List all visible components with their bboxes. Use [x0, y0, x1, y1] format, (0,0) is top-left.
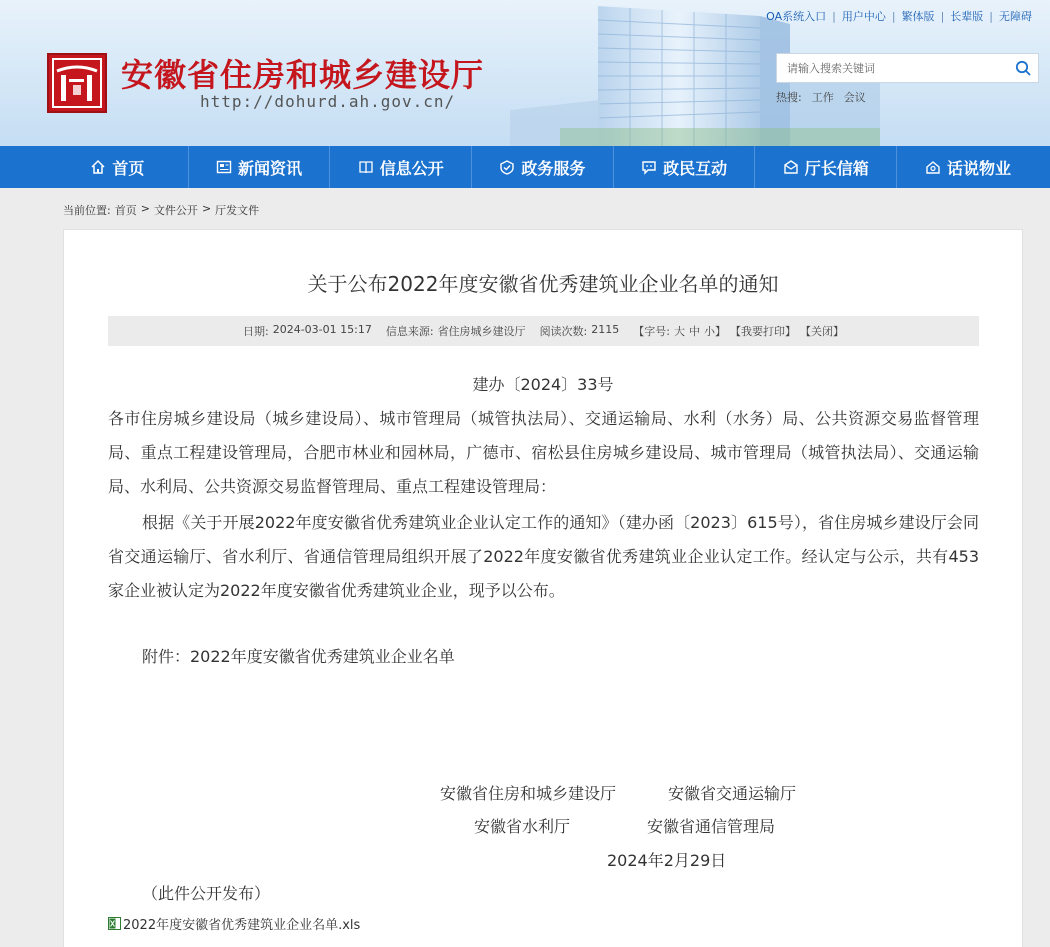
hot-search [776, 89, 866, 105]
print-button[interactable]: 【我要打印】 [730, 325, 796, 338]
breadcrumb-separator: > [201, 202, 212, 215]
breadcrumb [63, 202, 259, 218]
breadcrumb-item-home[interactable]: 首页 [114, 204, 137, 217]
meta-source [386, 323, 526, 339]
article-card [63, 229, 1023, 947]
breadcrumb-separator: > [140, 202, 150, 215]
accessibility-link[interactable]: 无障碍 [999, 10, 1032, 23]
search-icon [1015, 60, 1031, 76]
site-title[interactable]: 安徽省住房和城乡建设厅 [121, 56, 485, 94]
breadcrumb-item-dept-files[interactable]: 厅发文件 [215, 204, 260, 217]
meta-views-value: 2115 [591, 323, 620, 336]
search-input[interactable] [777, 54, 1008, 82]
font-size-large[interactable]: 大 [674, 325, 685, 338]
meta-source-label: 信息来源: [385, 325, 434, 338]
home-icon [90, 159, 106, 175]
elder-version-link[interactable]: 长辈版 [950, 10, 984, 23]
nav-property[interactable] [897, 146, 1039, 188]
meta-views-label: 阅读次数: [539, 325, 588, 338]
logo-emblem-icon [49, 55, 105, 111]
breadcrumb-item-files[interactable]: 文件公开 [153, 204, 198, 217]
nav-info-disclosure[interactable] [330, 146, 472, 188]
signer-telecom-bureau: 安徽省通信管理局 [647, 817, 776, 836]
divider: | [832, 9, 836, 23]
publish-note: （此件公开发布） [142, 884, 271, 903]
document-number: 建办〔2024〕33号 [472, 375, 614, 394]
font-size-medium[interactable]: 中 [689, 325, 700, 338]
signer-water-dept: 安徽省水利厅 [474, 817, 571, 836]
book-icon [358, 159, 374, 175]
nav-home[interactable] [47, 146, 189, 188]
meta-date [243, 323, 372, 339]
site-header [0, 0, 1050, 146]
divider: | [891, 9, 896, 23]
font-size-label: 【字号: [633, 325, 670, 338]
mail-icon [783, 159, 799, 175]
search-button[interactable] [1008, 54, 1038, 82]
font-size-small[interactable]: 小】 [704, 325, 726, 338]
body-paragraph: 根据《关于开展2022年度安徽省优秀建筑业企业认定工作的通知》（建办函〔2023〕615号），省住房城乡建设厅会同省交通运输厅、省水利厅、省通信管理局组织开展了2022年度安徽省优秀建筑业企业认定工作。经认定与公示，共有453家企业被认定为2022年度安徽省优秀建筑业企业，现予以公布。 [108, 513, 979, 600]
attachment-note: 附件：2022年度安徽省优秀建筑业企业名单 [142, 647, 455, 666]
nav-label: 话说物业 [946, 158, 1011, 178]
nav-director-mailbox[interactable] [755, 146, 897, 188]
divider: | [989, 9, 993, 23]
attachment-file-link[interactable] [108, 914, 360, 933]
meta-source-value: 省住房城乡建设厅 [437, 325, 526, 338]
site-url: http://dohurd.ah.gov.cn/ [200, 92, 456, 111]
breadcrumb-prefix: 当前位置: [63, 204, 111, 217]
site-logo[interactable] [47, 53, 107, 113]
nav-news[interactable] [189, 146, 331, 188]
excel-file-icon [108, 917, 121, 930]
property-icon [925, 159, 941, 175]
search-box [776, 53, 1039, 83]
divider: | [940, 9, 945, 23]
nav-label: 政务服务 [521, 158, 586, 178]
font-size-control [633, 323, 844, 339]
chat-icon [641, 159, 657, 175]
top-links [766, 8, 1032, 24]
nav-interaction[interactable] [614, 146, 756, 188]
attachment-file-name: 2022年度安徽省优秀建筑业企业名单.xls [123, 918, 361, 933]
meta-date-label: 日期: [243, 325, 269, 338]
main-nav [0, 146, 1050, 188]
traditional-chinese-link[interactable]: 繁体版 [901, 10, 935, 23]
user-center-link[interactable]: 用户中心 [841, 10, 886, 23]
recipients-paragraph: 各市住房城乡建设局（城乡建设局）、城市管理局（城管执法局）、交通运输局、水利（水务）局、公共资源交易监督管理局、重点工程建设管理局，合肥市林业和园林局，广德市、宿松县住房城乡建设局、城市管理局（城管执法局）、交通运输局、水利局、公共资源交易监督管理局、重点工程建设管理局： [108, 409, 979, 496]
hot-search-label: 热搜: [776, 91, 802, 104]
sign-date: 2024年2月29日 [607, 851, 727, 870]
meta-date-value: 2024-03-01 15:17 [272, 323, 372, 336]
hot-search-term[interactable]: 工作 [811, 91, 834, 104]
nav-label: 政民互动 [663, 158, 728, 178]
article-title: 关于公布2022年度安徽省优秀建筑业企业名单的通知 [307, 272, 779, 296]
nav-label: 厅长信箱 [804, 158, 869, 178]
nav-label: 信息公开 [379, 158, 444, 178]
news-icon [216, 159, 232, 175]
hot-search-term[interactable]: 会议 [843, 91, 866, 104]
nav-gov-service[interactable] [472, 146, 614, 188]
nav-label: 新闻资讯 [238, 158, 303, 178]
nav-label: 首页 [112, 158, 145, 178]
signer-transport-dept: 安徽省交通运输厅 [668, 784, 797, 803]
close-button[interactable]: 【关闭】 [800, 325, 844, 338]
oa-link[interactable]: OA系统入口 [766, 10, 827, 23]
service-icon [499, 159, 515, 175]
signer-housing-dept: 安徽省住房和城乡建设厅 [440, 784, 617, 803]
article-meta [108, 316, 979, 346]
meta-views [540, 323, 620, 339]
